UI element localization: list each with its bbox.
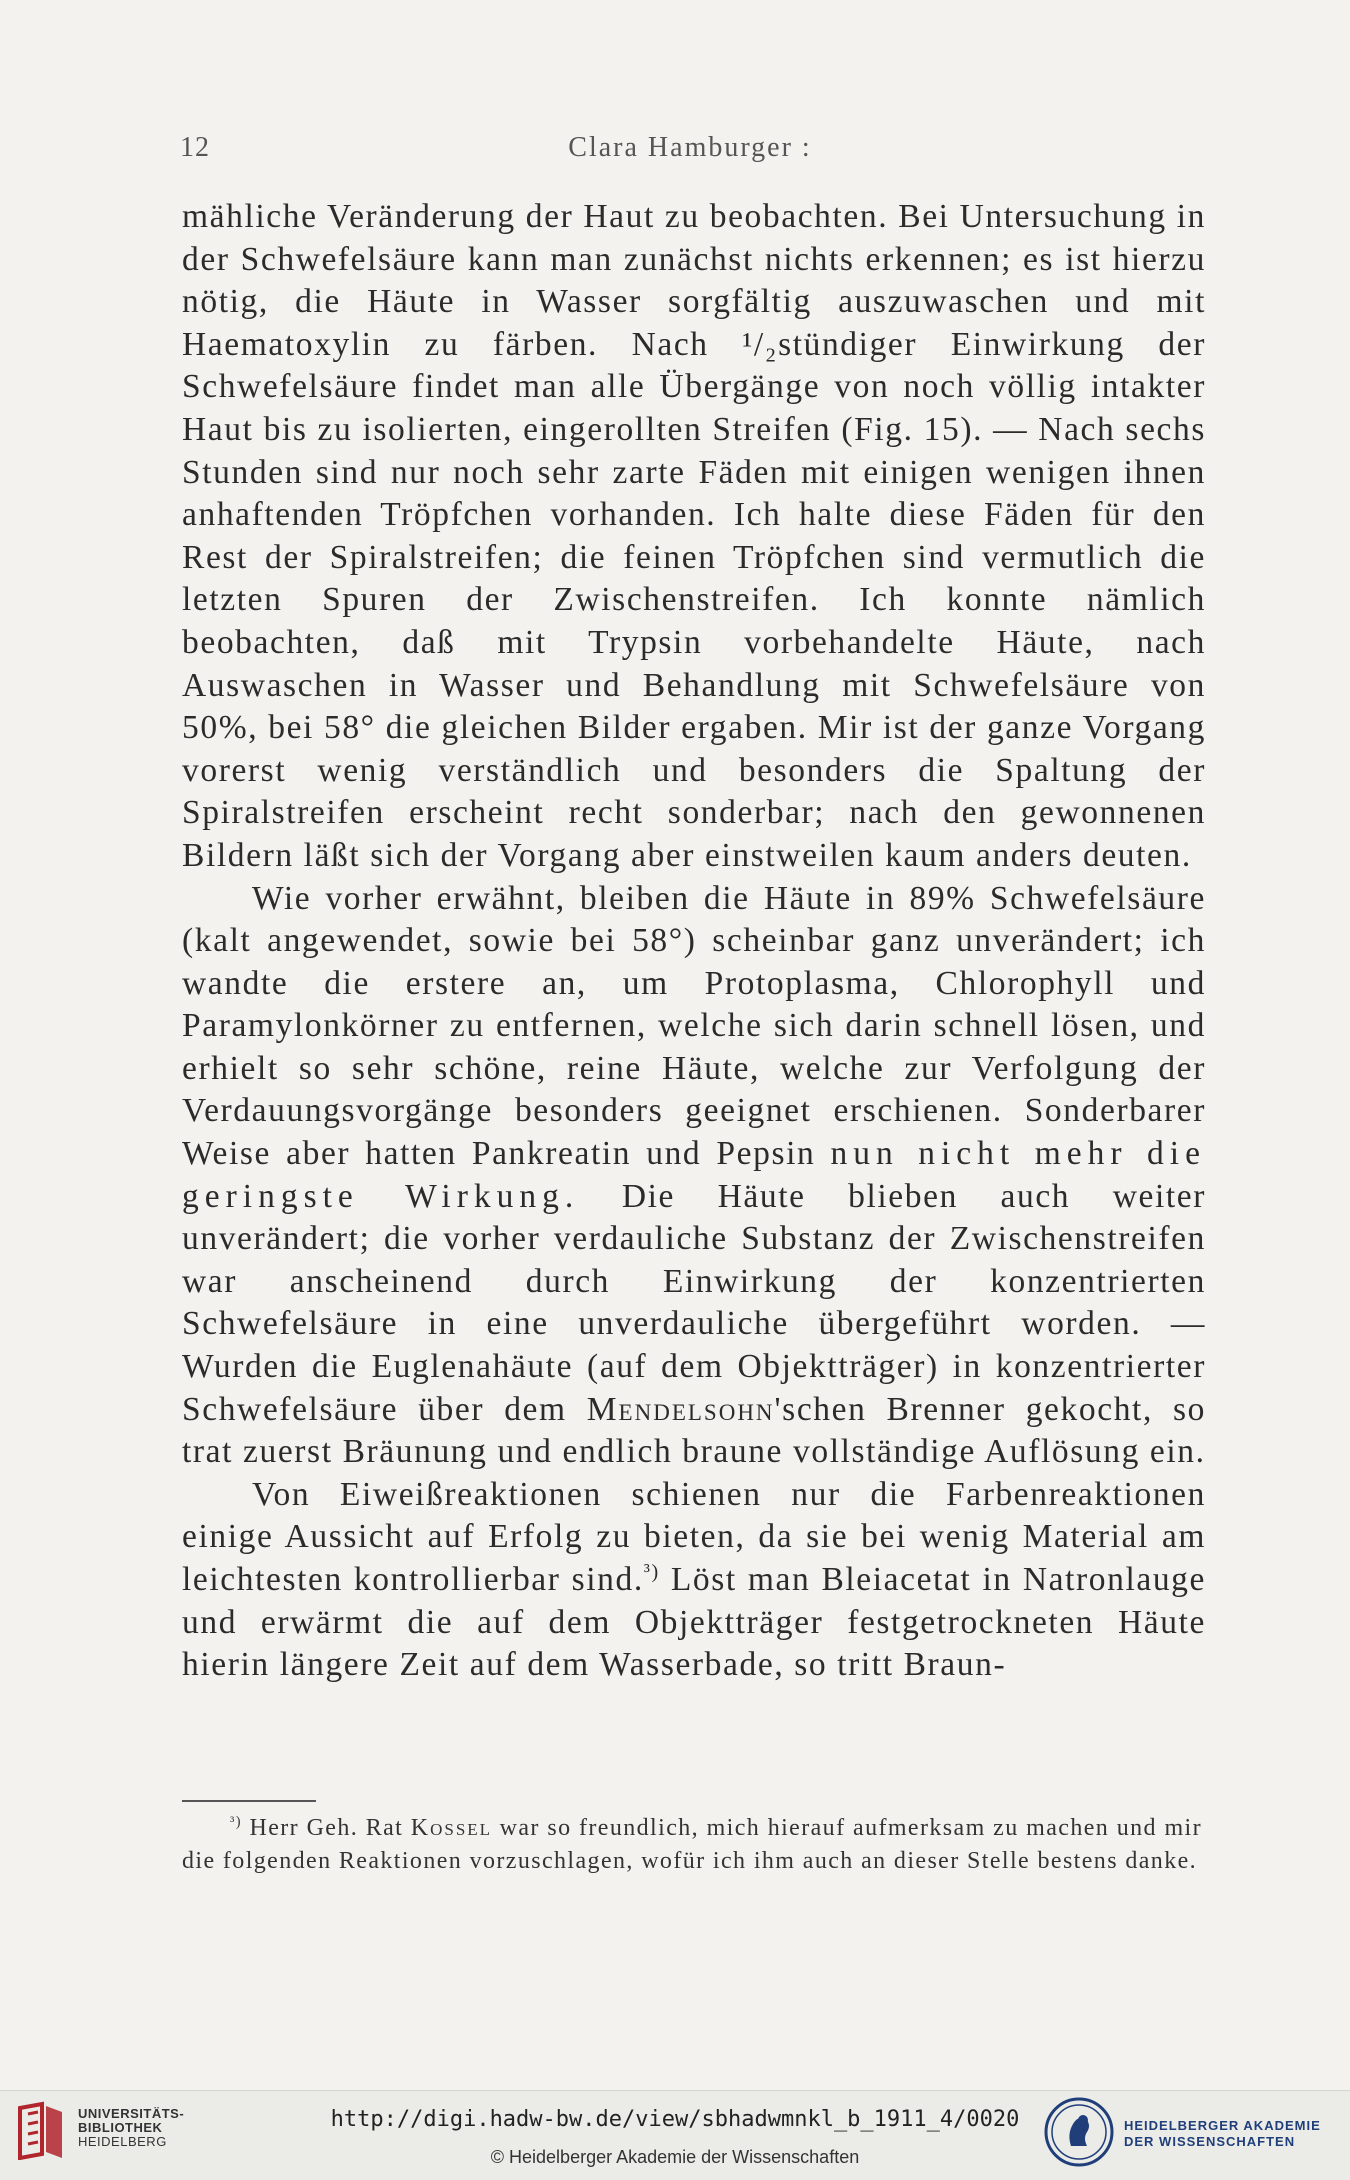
footnote-separator bbox=[182, 1800, 316, 1802]
running-title: Clara Hamburger : bbox=[568, 132, 812, 163]
running-header bbox=[180, 132, 1200, 172]
permalink-url[interactable]: http://digi.hadw-bw.de/view/sbhadwmnkl_b_1911_4/0020 bbox=[330, 2107, 1020, 2132]
emphasized-spaced-text: nun nicht mehr die geringste Wirkung. bbox=[182, 1135, 1206, 1215]
paragraph-1: mähliche Veränderung der Haut zu beobachten. Bei Untersuchung in der Schwefelsäure kann man zunächst nichts erkennen; es ist hierzu nötig, die Häute in Wasser sorgfältig auszuwaschen und mit Haematoxylin zu färben. Nach ¹/₂stündiger Einwirkung der Schwefelsäure findet man alle Übergänge von noch völlig intakter Haut bis zu isolierten, eingerollten Streifen (Fig. 15). — Nach sechs Stunden sind nur noch sehr zarte Fäden mit einigen wenigen ihnen anhaftenden Tröpfchen vorhanden. Ich halte diese Fäden für den Rest der Spiralstreifen; die feinen Tröpfchen sind vermutlich die letzten Spuren der Zwischenstreifen. Ich konnte nämlich beobachten, daß mit Trypsin vorbehandelte Häute, nach Auswaschen in Wasser und Behandlung mit Schwefelsäure von 50%, bei 58° die gleichen Bilder ergaben. Mir ist der ganze Vorgang vorerst wenig verständlich und besonders die Spaltung der Spiralstreifen erscheint recht sonderbar; nach den gewonnenen Bildern läßt sich der Vorgang aber einstweilen kaum anders deuten. bbox=[182, 198, 1206, 874]
page-number: 12 bbox=[180, 132, 210, 163]
fraction-half: ¹/₂ bbox=[742, 325, 779, 363]
author-name-kossel: Kossel bbox=[410, 1815, 493, 1841]
footnote: $^{^3)}$ Herr Geh. Rat Kossel war so freundlich, mich hierauf aufmerksam zu machen und mir die folgenden Reaktionen vorzuschlagen, wofür ich ihm auch an dieser Stelle bestens danke. bbox=[182, 1814, 1203, 1874]
university-library-name: UNIVERSITÄTS- BIBLIOTHEK HEIDELBERG bbox=[78, 2106, 185, 2149]
footnote-reference: ³) bbox=[643, 1560, 660, 1583]
academy-name: HEIDELBERGER AKADEMIE DER WISSENSCHAFTEN bbox=[1124, 2118, 1321, 2149]
copyright-notice: © Heidelberger Akademie der Wissenschaften bbox=[490, 2147, 860, 2167]
paragraph-3: Von Eiweißreaktionen schienen nur die Farbenreaktionen einige Aussicht auf Erfolg zu bieten, da sie bei wenig Material am leichtesten kontrollierbar sind.$^{^3)}$ Löst man Bleiacetat in Natronlauge und erwärmt die auf dem Objektträger festgetrockneten Häute hierin längere Zeit auf dem Wasserbade, so tritt Braun- bbox=[182, 1475, 1206, 1684]
paragraph-2: Wie vorher erwähnt, bleiben die Häute in 89% Schwefelsäure (kalt angewendet, sowie bei 58°) scheinbar ganz unverändert; ich wandte die erstere an, um Protoplasma, Chlorophyll und Paramylonkörner zu entfernen, welche sich darin schnell lösen, und erhielt so sehr schöne, reine Häute, welche zur Verfolgung der Verdauungsvorgänge besonders geeignet erschienen. Sonderbarer Weise aber hatten Pankreatin und Pepsin nun nicht mehr die geringste Wirkung. Die Häute blieben auch weiter unverändert; die vorher verdauliche Substanz der Zwischenstreifen war anscheinend durch Einwirkung der konzentrierten Schwefelsäure in eine unverdauliche übergeführt worden. — Wurden die Euglenahäute (auf dem Objektträger) in konzentrierter Schwefelsäure über dem Mendelsohn'schen Brenner gekocht, so trat zuerst Bräunung und endlich braune vollständige Auflösung ein. bbox=[182, 879, 1206, 1471]
body-text bbox=[182, 196, 1206, 1687]
author-name-mendelsohn: Mendelsohn bbox=[586, 1390, 775, 1428]
academy-seal-icon[interactable] bbox=[1043, 2096, 1115, 2168]
footnote-mark: ³) bbox=[230, 1814, 242, 1830]
